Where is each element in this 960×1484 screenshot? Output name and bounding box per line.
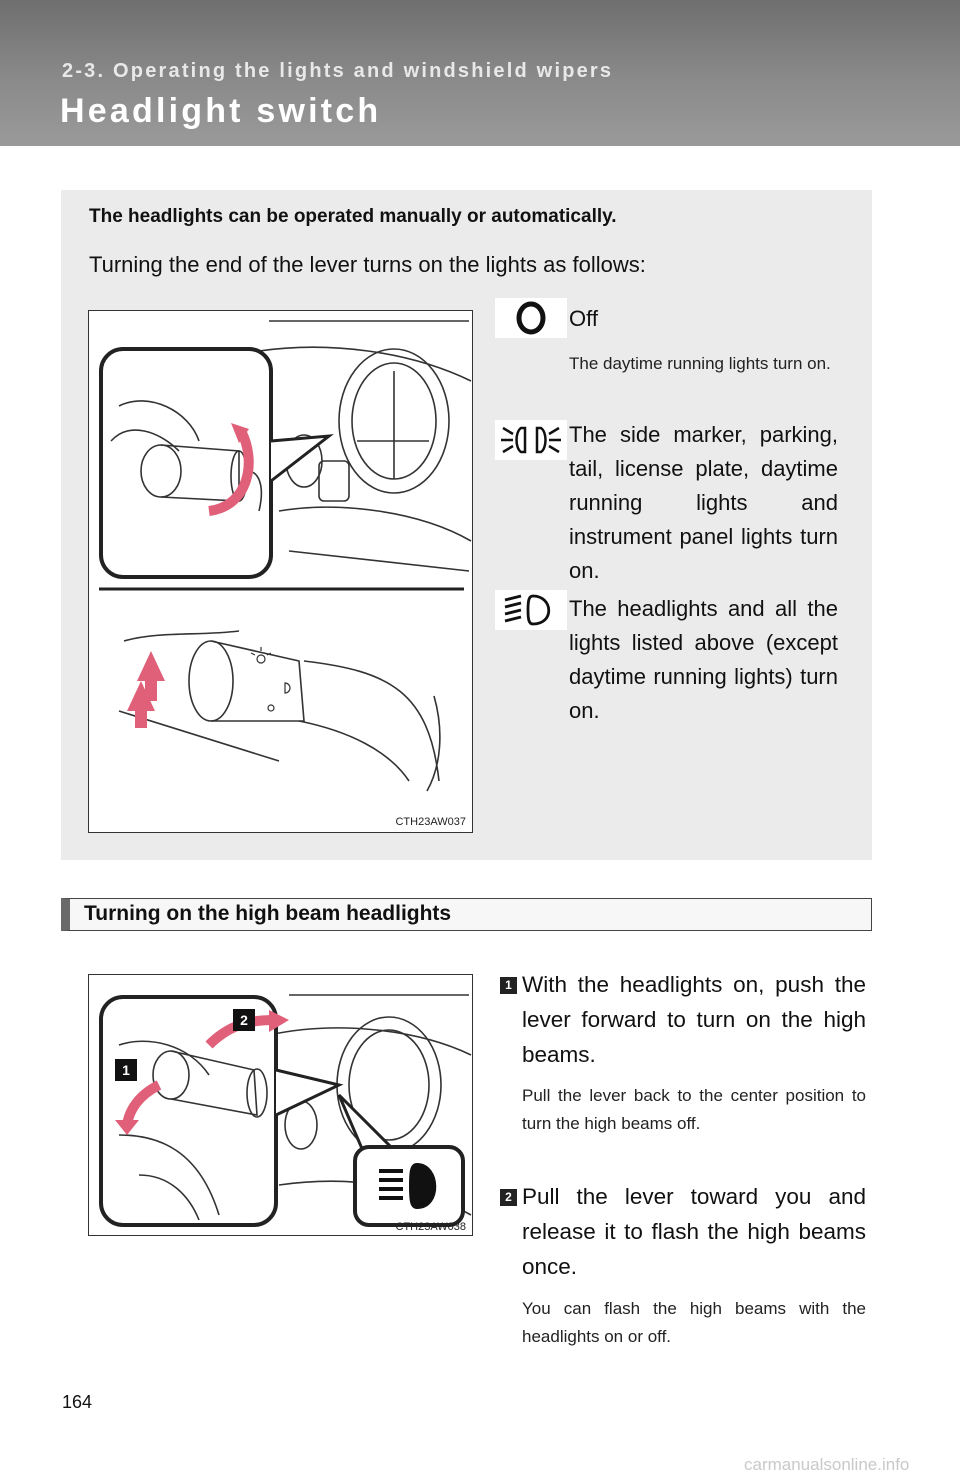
parking-lights-icon: [495, 420, 567, 460]
high-beam-illustration: [89, 975, 473, 1236]
step-2-text: Pull the lever toward you and release it to flash the high beams once.: [522, 1184, 866, 1279]
high-beam-figure: [88, 974, 473, 1236]
step-1-text: With the headlights on, push the lever forward to turn on the high beams.: [522, 972, 866, 1067]
page-number: 164: [62, 1392, 93, 1412]
intro-sub: Turning the end of the lever turns on the lights as follows:: [89, 252, 646, 277]
intro-box: [61, 190, 872, 860]
step-badge-1: 1: [500, 977, 517, 994]
light-off-icon: [495, 298, 567, 338]
figure-badge-1: 1: [122, 1062, 130, 1078]
section-label: 2-3. Operating the lights and windshield wipers: [62, 60, 614, 82]
section-subheading: [61, 898, 872, 931]
mode-off-label: Off: [569, 306, 598, 331]
step-badge-2: 2: [500, 1189, 517, 1206]
subheading-text: Turning on the high beam headlights: [84, 902, 452, 925]
intro-lead: The headlights can be operated manually or automatically.: [89, 206, 617, 227]
figure-code: CTH23AW038: [395, 1221, 466, 1233]
step-1-note: Pull the lever back to the center position to turn the high beams off.: [522, 1086, 866, 1133]
mode-parking-label: The side marker, parking, tail, license plate, daytime running lights and instrument panel lights turn on.: [569, 422, 838, 583]
step-2-note: You can flash the high beams with the headlights on or off.: [522, 1299, 866, 1346]
page-header: [0, 0, 960, 146]
mode-off-note: The daytime running lights turn on.: [569, 354, 831, 373]
lever-illustration: [89, 311, 473, 833]
figure-badge-2: 2: [240, 1012, 248, 1028]
low-beam-icon: [495, 590, 567, 630]
lever-figure: [88, 310, 473, 833]
mode-lowbeam-label: The headlights and all the lights listed above (except daytime running lights) turn on.: [569, 596, 838, 723]
figure-code: CTH23AW037: [395, 816, 466, 828]
watermark: carmanualsonline.info: [744, 1455, 910, 1474]
page-title: Headlight switch: [60, 92, 382, 130]
